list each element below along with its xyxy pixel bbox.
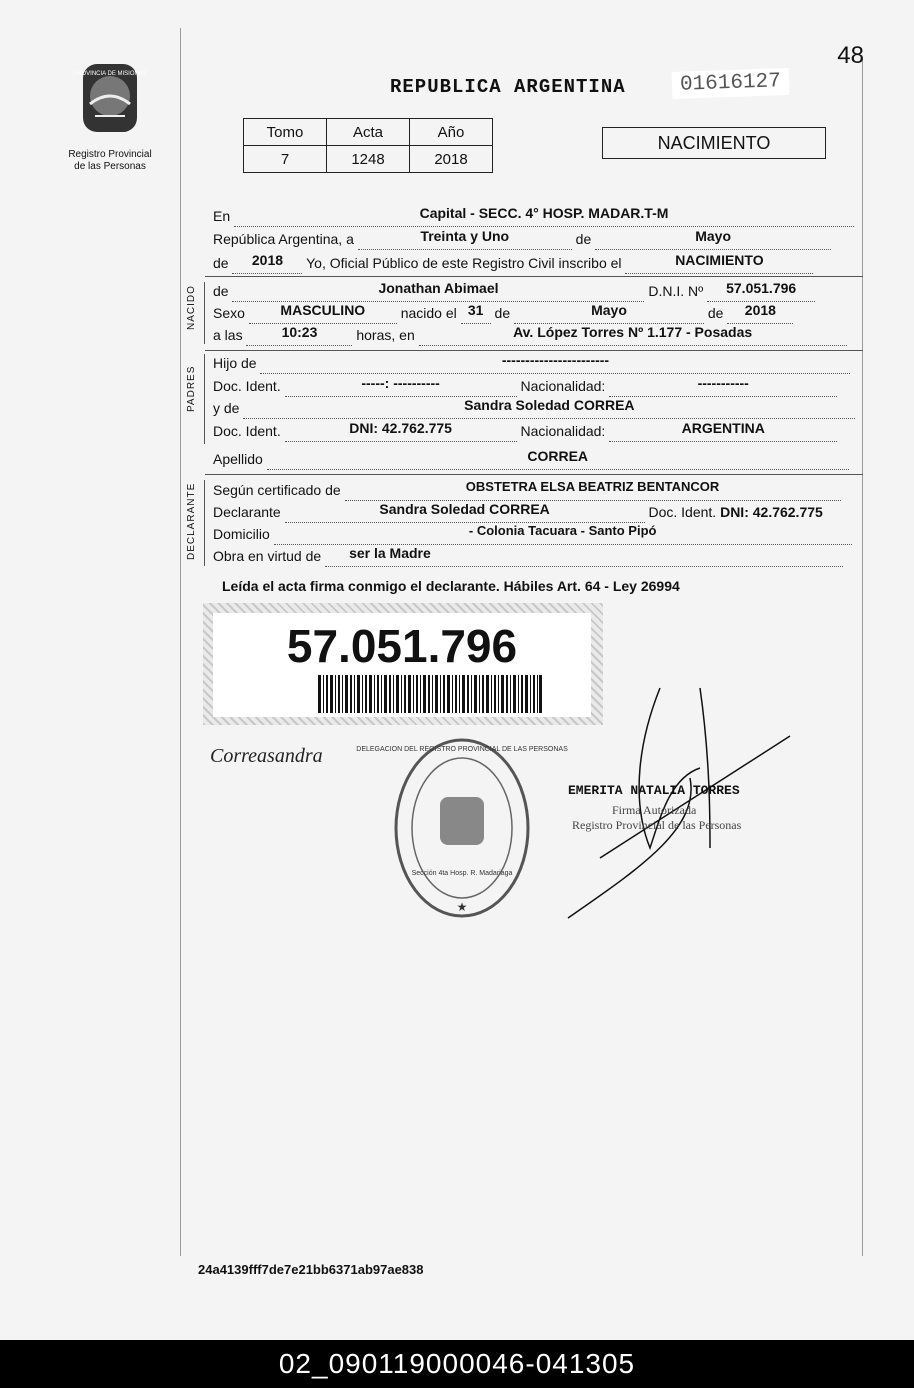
- province-logo: [62, 60, 158, 173]
- dni-label: D.N.I. Nº: [648, 283, 704, 299]
- row-hora: [213, 324, 847, 346]
- mother-nationality: ARGENTINA: [681, 420, 765, 436]
- footer-identifier: 02_090119000046-041305: [0, 1340, 914, 1388]
- hijo-label: Hijo de: [213, 355, 257, 371]
- acta-value: 1248: [327, 146, 410, 173]
- birth-year: 2018: [744, 302, 776, 318]
- nac1-label: Nacionalidad:: [520, 378, 606, 394]
- id-number-sticker: [203, 603, 603, 725]
- decl-value: Sandra Soledad CORREA: [379, 501, 550, 517]
- horas-label: horas, en: [356, 327, 415, 343]
- id-number: 57.051.796: [286, 620, 518, 672]
- padres-bracket: [204, 354, 205, 444]
- de2-label: de: [213, 255, 229, 271]
- mother-doc: DNI: 42.762.775: [349, 420, 452, 436]
- birth-time: 10:23: [281, 324, 318, 340]
- cert-value: OBSTETRA ELSA BEATRIZ BENTANCOR: [465, 479, 720, 494]
- de-label-name: de: [213, 283, 229, 299]
- decl-label: Declarante: [213, 504, 281, 520]
- acta-header: Acta: [327, 119, 410, 146]
- en-label: En: [213, 208, 231, 224]
- anio-header: Año: [410, 119, 493, 146]
- birth-place: Av. López Torres Nº 1.177 - Posadas: [513, 324, 753, 340]
- row-year: [213, 252, 813, 274]
- doc1-label: Doc. Ident.: [213, 378, 281, 394]
- declarant-signature: [206, 738, 356, 772]
- svg-text:Sección 4ta Hosp. R. Madariaga: Sección 4ta Hosp. R. Madariaga: [411, 870, 513, 877]
- declarante-section-label: DECLARANTE: [186, 482, 197, 560]
- de-label: de: [575, 231, 592, 247]
- birth-month: Mayo: [591, 302, 627, 318]
- coat-of-arms-icon: [75, 60, 145, 140]
- anio-value: 2018: [410, 146, 493, 173]
- declarante-bracket: [204, 480, 205, 566]
- inscribo-value: NACIMIENTO: [675, 252, 764, 268]
- row-en: [213, 205, 854, 227]
- row-apellido: [213, 448, 849, 470]
- svg-text:PROVINCIA DE MISIONES: PROVINCIA DE MISIONES: [73, 71, 147, 77]
- decl-doc-label: Doc. Ident.: [648, 504, 717, 520]
- document-hash: 24a4139fff7de7e21bb6371ab97ae838: [198, 1262, 424, 1277]
- row-ydemadre: [213, 397, 855, 419]
- sexo-value: MASCULINO: [280, 302, 366, 318]
- de-label-day: de: [494, 305, 511, 321]
- tomo-header: Tomo: [244, 119, 327, 146]
- nacido-label: nacido el: [400, 305, 457, 321]
- doc2-label: Doc. Ident.: [213, 423, 281, 439]
- page-title: REPUBLICA ARGENTINA: [390, 76, 626, 98]
- mother-name: Sandra Soledad CORREA: [464, 397, 635, 413]
- day-value: Treinta y Uno: [420, 228, 510, 244]
- official-name: EMERITA NATALIA TORRES: [568, 783, 740, 798]
- closing-statement: Leída el acta firma conmigo el declarante. Hábiles Art. 64 - Ley 26994: [222, 578, 680, 594]
- cert-label: Según certificado de: [213, 482, 341, 498]
- nacido-section-label: NACIDO: [186, 285, 197, 330]
- father-doc: -----: ----------: [361, 375, 440, 391]
- obra-value: ser la Madre: [349, 545, 431, 561]
- right-margin-line: [862, 60, 863, 1256]
- logo-caption: Registro Provincial de las Personas: [68, 149, 152, 172]
- row-hijo: [213, 352, 850, 374]
- registry-table: [243, 118, 493, 173]
- dom-label: Domicilio: [213, 526, 270, 542]
- row-obra: [213, 545, 843, 567]
- left-margin-line: [180, 28, 181, 1256]
- padres-section-label: PADRES: [186, 365, 197, 412]
- svg-text:DELEGACION DEL REGISTRO PROVIN: DELEGACION DEL REGISTRO PROVINCIAL DE LAS PERSONAS: [356, 746, 568, 753]
- divider: [205, 474, 863, 475]
- rep-label: República Argentina, a: [213, 231, 354, 247]
- row-fecha: [213, 228, 831, 250]
- official-title: Firma Autorizada: [612, 803, 697, 817]
- father-name: -----------------------: [501, 352, 610, 368]
- serial-number: 01616127: [672, 68, 790, 99]
- sexo-label: Sexo: [213, 305, 245, 321]
- page-number: 48: [837, 42, 864, 69]
- month-value: Mayo: [695, 228, 732, 244]
- row-doc2: [213, 420, 837, 442]
- birth-day: 31: [467, 302, 484, 318]
- father-nationality: -----------: [697, 375, 749, 391]
- en-value: Capital - SECC. 4° HOSP. MADAR.T-M: [419, 205, 669, 221]
- decl-doc-value: DNI: 42.762.775: [720, 504, 823, 520]
- year-value: 2018: [251, 252, 284, 268]
- child-dni: 57.051.796: [726, 280, 797, 296]
- official-office: Registro Provincial de las Personas: [572, 818, 742, 832]
- tomo-value: 7: [244, 146, 327, 173]
- yo-label: Yo, Oficial Público de este Registro Civil inscribo el: [306, 255, 622, 271]
- official-stamp: [356, 735, 568, 921]
- de-label-year: de: [707, 305, 724, 321]
- alas-label: a las: [213, 327, 243, 343]
- apellido-value: CORREA: [527, 448, 589, 464]
- yde-label: y de: [213, 400, 240, 416]
- child-name: Jonathan Abimael: [378, 280, 499, 296]
- barcode-icon: [318, 675, 542, 713]
- record-type-box: NACIMIENTO: [602, 127, 826, 159]
- svg-text:★: ★: [456, 900, 468, 914]
- nac2-label: Nacionalidad:: [520, 423, 606, 439]
- obra-label: Obra en virtud de: [213, 548, 322, 564]
- apellido-label: Apellido: [213, 451, 263, 467]
- svg-text:Correasandra: Correasandra: [210, 745, 323, 767]
- nacido-bracket: [204, 282, 205, 344]
- dom-value: - Colonia Tacuara - Santo Pipó: [468, 523, 657, 538]
